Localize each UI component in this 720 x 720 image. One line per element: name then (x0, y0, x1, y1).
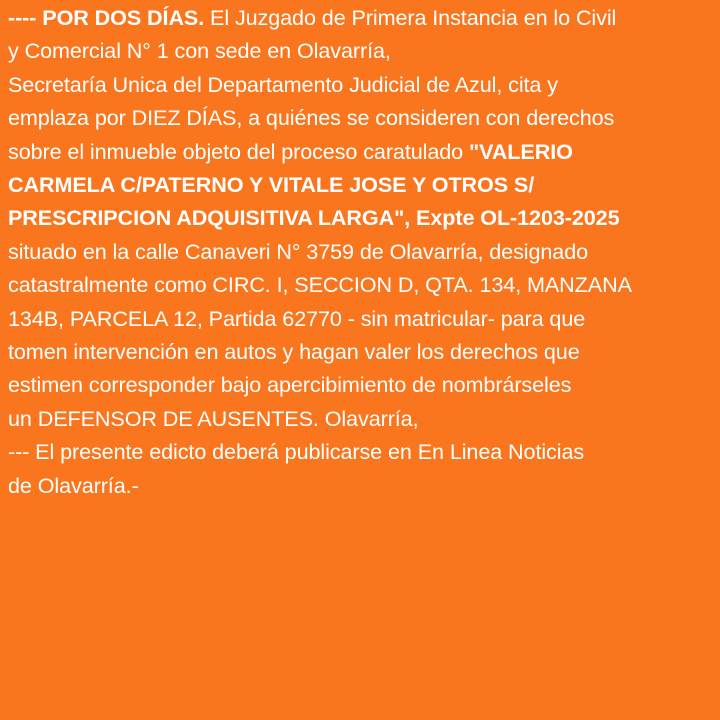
case-title: PRESCRIPCION ADQUISITIVA LARGA", Expte OL-1203-2025 (8, 205, 620, 231)
notice-text: --- El presente edicto deberá publicarse en En Linea Noticias (8, 439, 585, 465)
notice-heading: ---- POR DOS DÍAS. (8, 5, 205, 30)
notice-text: tomen intervención en autos y hagan valer los derechos que (8, 339, 580, 365)
legal-notice (8, 1, 716, 502)
notice-text: catastralmente como CIRC. I, SECCION D, QTA. 134, MANZANA (8, 272, 632, 298)
notice-text: de Olavarría.- (8, 472, 139, 498)
notice-body (8, 1, 716, 435)
notice-text: El Juzgado de Primera Instancia en lo Civil (204, 5, 617, 30)
notice-text: sobre el inmueble objeto del proceso caratulado (8, 138, 469, 164)
notice-text: emplaza por DIEZ DÍAS, a quiénes se consideren con derechos (8, 105, 615, 131)
notice-text: Secretaría Unica del Departamento Judicial de Azul, cita y (8, 71, 558, 97)
publication-note (8, 435, 716, 502)
notice-text: y Comercial N° 1 con sede en Olavarría, (8, 38, 391, 64)
notice-text: un DEFENSOR DE AUSENTES. Olavarría, (8, 405, 419, 431)
notice-text: estimen corresponder bajo apercibimiento de nombrárseles (8, 372, 572, 398)
case-title: CARMELA C/PATERNO Y VITALE JOSE Y OTROS S/ (8, 172, 535, 198)
case-title: "VALERIO (468, 138, 573, 164)
notice-text: situado en la calle Canaveri N° 3759 de Olavarría, designado (8, 238, 589, 264)
notice-text: 134B, PARCELA 12, Partida 62770 - sin matricular- para que (8, 305, 586, 331)
